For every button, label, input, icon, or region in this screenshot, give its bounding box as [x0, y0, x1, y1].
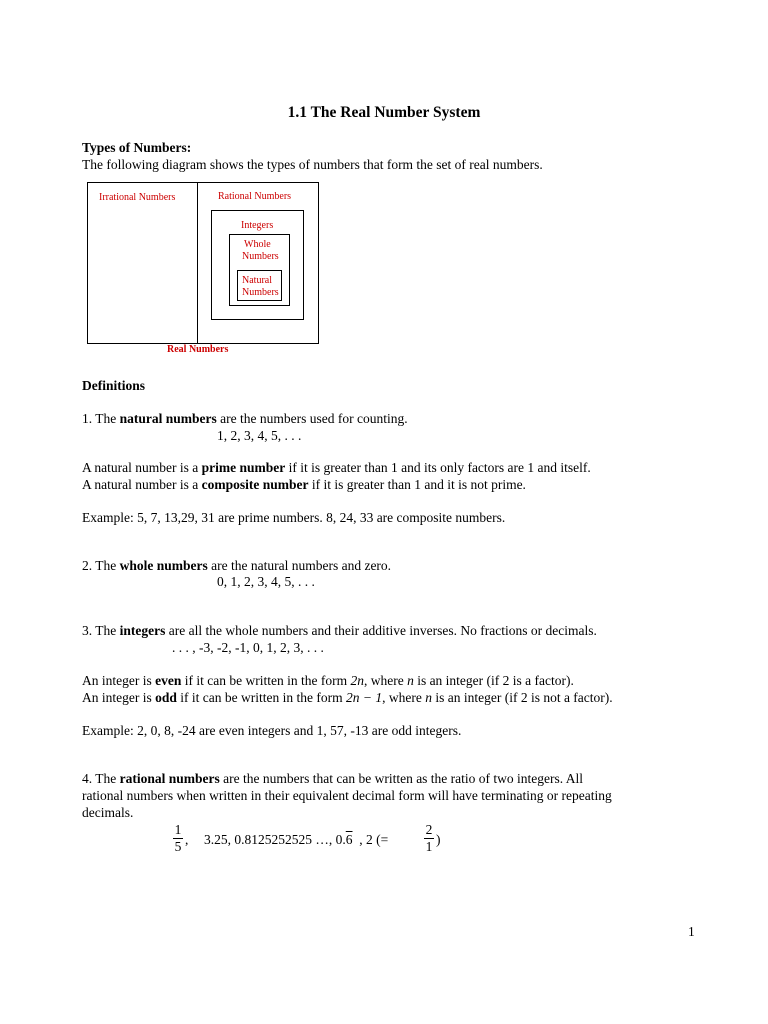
def4-line1: 4. The rational numbers are the numbers that can be written as the ratio of two integers. All [82, 771, 584, 786]
integers-label: Integers [241, 220, 274, 231]
repeating-digit: 6 [345, 832, 353, 847]
frac2-denominator: 1 [425, 839, 433, 854]
composite-line: A natural number is a composite number if it is greater than 1 and it is not prime. [82, 477, 526, 492]
def1-line: 1. The natural numbers are the numbers used for counting. [82, 411, 408, 426]
definitions-heading: Definitions [82, 378, 146, 393]
def1-example: 1, 2, 3, 4, 5, . . . [217, 428, 302, 443]
whole-label-1: Whole [244, 239, 271, 250]
odd-line: An integer is odd if it can be written in the form 2n − 1, where n is an integer (if 2 is not a factor). [82, 690, 613, 705]
frac1-comma: , [185, 832, 189, 847]
rational-label: Rational Numbers [218, 191, 292, 202]
real-label: Real Numbers [167, 344, 229, 355]
example-even-odd: Example: 2, 0, 8, -24 are even integers and 1, 57, -13 are odd integers. [82, 723, 462, 738]
prime-line: A natural number is a prime number if it is greater than 1 and its only factors are 1 and itself. [82, 460, 591, 475]
frac2-close: ) [436, 832, 441, 847]
composite-term: composite number [201, 477, 309, 492]
odd-term: odd [155, 690, 177, 705]
divider-line [197, 182, 198, 344]
def3-example: . . . , -3, -2, -1, 0, 1, 2, 3, . . . [172, 640, 324, 655]
page-number: 1 [688, 924, 695, 939]
frac1-numerator: 1 [174, 822, 182, 837]
natural-label-1: Natural [242, 275, 272, 286]
rational-numbers-term: rational numbers [119, 771, 220, 786]
frac2-numerator: 2 [425, 822, 433, 837]
even-term: even [155, 673, 182, 688]
natural-numbers-term: natural numbers [119, 411, 217, 426]
def4-line3: decimals. [82, 805, 134, 820]
prime-term: prime number [201, 460, 286, 475]
decimal-examples: 3.25, 0.8125252525 …, 0.6 , 2 (= [204, 832, 389, 847]
example-prime: Example: 5, 7, 13,29, 31 are prime numbers. 8, 24, 33 are composite numbers. [82, 510, 506, 525]
integers-term: integers [119, 623, 166, 638]
even-line: An integer is even if it can be written in the form 2n, where n is an integer (if 2 is a factor). [82, 673, 574, 688]
types-heading: Types of Numbers: [82, 140, 192, 155]
page-title: 1.1 The Real Number System [287, 104, 481, 121]
types-intro: The following diagram shows the types of numbers that form the set of real numbers. [82, 157, 543, 172]
def2-example: 0, 1, 2, 3, 4, 5, . . . [217, 574, 315, 589]
def3-line: 3. The integers are all the whole numbers and their additive inverses. No fractions or decimals. [82, 623, 597, 638]
def2-line: 2. The whole numbers are the natural numbers and zero. [82, 558, 392, 573]
irrational-label: Irrational Numbers [99, 192, 176, 203]
whole-label-2: Numbers [242, 251, 279, 262]
natural-label-2: Numbers [242, 287, 279, 298]
def4-line2: rational numbers when written in their equivalent decimal form will have terminating or repeating [82, 788, 612, 803]
whole-numbers-term: whole numbers [119, 558, 208, 573]
frac1-denominator: 5 [174, 839, 182, 854]
